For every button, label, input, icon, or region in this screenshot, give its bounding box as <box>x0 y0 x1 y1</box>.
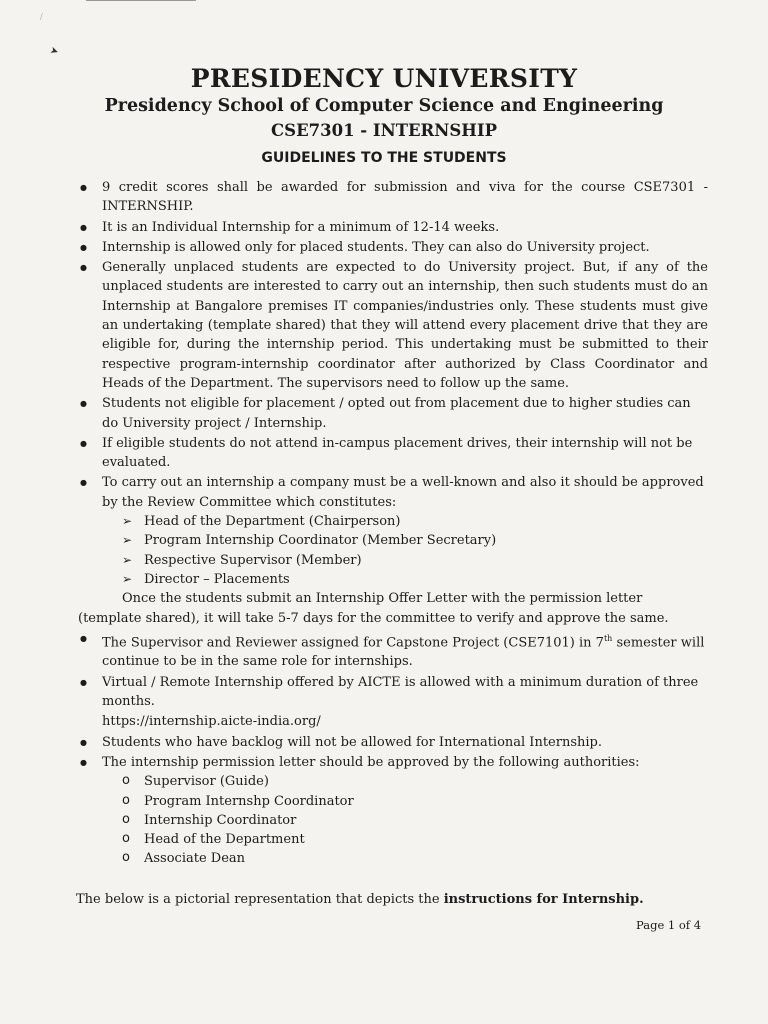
scan-mark: ➤ <box>48 44 61 59</box>
authority-item: o Associate Dean <box>120 849 708 868</box>
course-title: CSE7301 - INTERNSHIP <box>271 121 497 140</box>
ordinal-suffix: th <box>603 633 613 643</box>
list-item <box>78 473 708 627</box>
authority-item: o Internship Coordinator <box>120 811 708 830</box>
committee-member: ➢ Head of the Department (Chairperson) <box>120 512 708 531</box>
committee-list <box>102 512 708 589</box>
scan-edge-line <box>86 0 196 1</box>
list-item: ● Students who have backlog will not be allowed for International Internship. <box>78 733 708 752</box>
list-item: ● 9 credit scores shall be awarded for submission and viva for the course CSE7301 - INTERNSHIP. <box>78 178 708 217</box>
committee-note: Once the students submit an Internship Offer Letter with the permission letter (template shared), it will take 5-7 days for the committee to verify and approve the same. <box>78 591 669 626</box>
committee-member: ➢ Program Internship Coordinator (Member Secretary) <box>120 531 708 550</box>
list-item <box>78 629 708 672</box>
closing-line <box>76 892 644 907</box>
list-item-text: ● Virtual / Remote Internship offered by AICTE is allowed with a minimum duration of three months. <box>102 674 699 710</box>
aicte-url <box>78 712 708 731</box>
list-item: ● Generally unplaced students are expected to do University project. But, if any of the unplaced students are interested to carry out an internship, then such students must do an Internship at Bangalore premises IT companies/industries only. These students must give an undertaking (template shared) that they will attend every placement drive that they are eligible for, during the internship period. This undertaking must be submitted to their respective program-internship coordinator after authorized by Class Coordinator and Heads of the Department. The supervisors need to follow up the same. <box>78 258 708 393</box>
closing-text: The below is a pictorial representation that depicts the <box>76 892 444 907</box>
page-number: Page 1 of 4 <box>636 918 702 932</box>
guidelines-list <box>78 178 708 870</box>
authority-item: o Head of the Department <box>120 830 708 849</box>
list-item <box>78 673 708 712</box>
list-item-text: semester will continue to be in the same role for internships. <box>102 635 705 670</box>
list-item-text: ● The internship permission letter should be approved by the following authorities: <box>102 754 640 770</box>
list-item-text: The Supervisor and Reviewer assigned for Capstone Project (CSE7101) in 7 <box>102 635 604 651</box>
school-title: Presidency School of Computer Science and Engineering <box>104 96 664 116</box>
list-item: ● It is an Individual Internship for a minimum of 12-14 weeks. <box>78 218 708 237</box>
list-item: ● Internship is allowed only for placed students. They can also do University project. <box>78 238 708 257</box>
guidelines-heading: GUIDELINES TO THE STUDENTS <box>261 150 507 166</box>
list-item <box>78 753 708 869</box>
committee-member: ➢ Director – Placements <box>120 570 708 589</box>
university-title: PRESIDENCY UNIVERSITY <box>190 64 578 93</box>
closing-bold: instructions for Internship. <box>443 892 644 907</box>
authority-item: o Program Internshp Coordinator <box>120 792 708 811</box>
scan-mark: / <box>40 12 43 21</box>
aicte-url-text: https://internship.aicte-india.org/ <box>102 714 321 730</box>
authorities-list <box>102 772 708 868</box>
committee-member: ➢ Respective Supervisor (Member) <box>120 551 708 570</box>
authority-item: o Supervisor (Guide) <box>120 772 708 791</box>
list-item-text: ● To carry out an internship a company must be a well-known and also it should be approved by the Review Committee which constitutes: <box>102 475 704 510</box>
list-item: ● If eligible students do not attend in-campus placement drives, their internship will not be evaluated. <box>78 434 708 473</box>
list-item: ● Students not eligible for placement / opted out from placement due to higher studies can do University project / Internship. <box>78 394 708 433</box>
